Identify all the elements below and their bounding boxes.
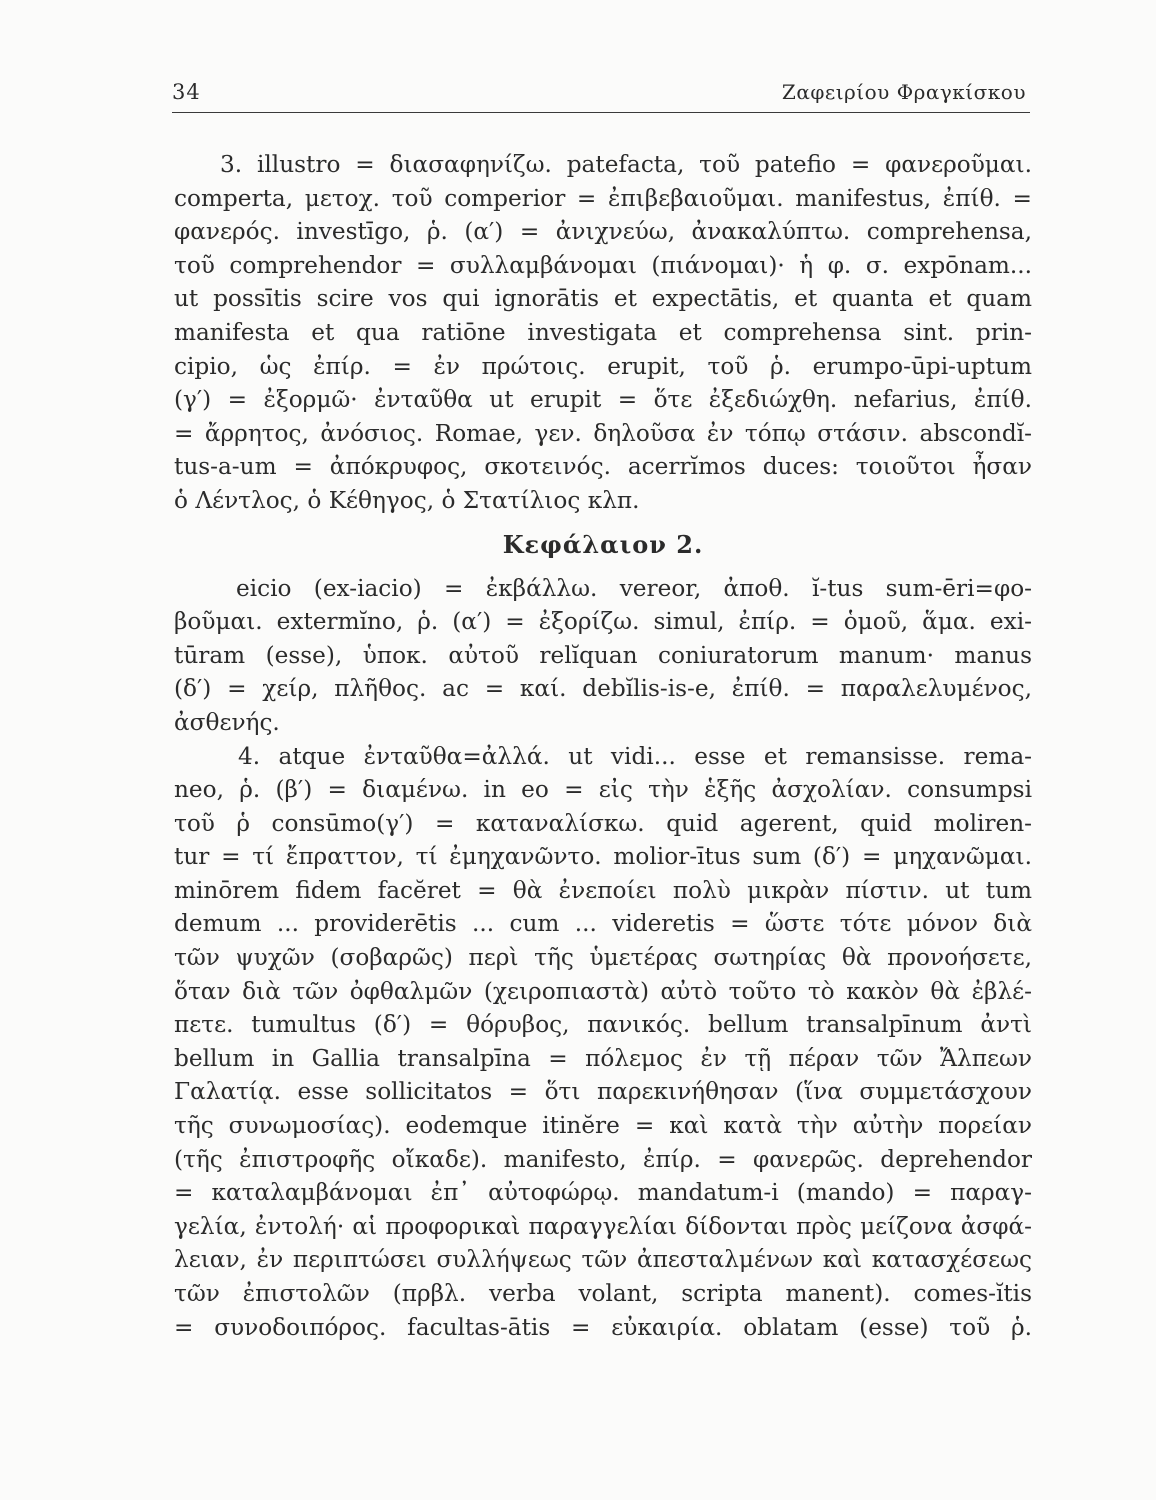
text-line: comperta, μετοχ. τοῦ comperior = ἐπιβεβαιοῦμαι. manifestus, ἐπίθ. =: [174, 184, 1032, 212]
text-line: tur = τί ἔπραττον, τί ἐμηχανῶντο. molior-ītus sum (δ′) = μηχανῶμαι.: [174, 843, 1032, 871]
text-line: λειαν, ἐν περιπτώσει συλλήψεως τῶν ἀπεσταλμένων καὶ κατασχέσεως: [174, 1246, 1032, 1274]
text-line: τῶν ἐπιστολῶν (πρβλ. verba volant, scripta manent). comes-ĭtis: [174, 1280, 1032, 1307]
paragraph-4: [174, 740, 1032, 1345]
text-line: = καταλαμβάνομαι ἐπ᾽ αὐτοφώρῳ. mandatum-i (mando) = παραγ-: [174, 1179, 1032, 1207]
text-line: τοῦ ῥ consūmo(γ′) = καταναλίσκω. quid agerent, quid moliren-: [174, 809, 1032, 837]
text-line: γελία, ἐντολή· αἱ προφορικαὶ παραγγελίαι δίδονται πρὸς μείζονα ἀσφά-: [174, 1212, 1032, 1240]
page-header: [172, 72, 1030, 113]
paragraph-eicio: [174, 572, 1032, 740]
text-line: ἀσθενής.: [174, 708, 280, 736]
text-line: τοῦ comprehendor = συλλαμβάνομαι (πιάνομαι)· ἡ φ. σ. expōnam...: [174, 251, 1032, 279]
body-text: [174, 148, 1032, 1344]
text-line: ὅταν διὰ τῶν ὀφθαλμῶν (χειροπιαστὰ) αὐτὸ τοῦτο τὸ κακὸν θὰ ἐβλέ-: [174, 977, 1032, 1005]
text-line: (τῆς ἐπιστροφῆς οἴκαδε). manifesto, ἐπίρ. = φανερῶς. deprehendor: [174, 1145, 1032, 1173]
text-line: = ἄρρητος, ἀνόσιος. Romae, γεν. δηλοῦσα ἐν τόπῳ στάσιν. abscondĭ-: [174, 419, 1032, 447]
page-number: 34: [172, 80, 201, 104]
text-line: ὁ Λέντλος, ὁ Κέθηγος, ὁ Στατίλιος κλπ.: [174, 486, 640, 514]
text-line: tus-a-um = ἀπόκρυφος, σκοτεινός. acerrĭmos duces: τοιοῦτοι ἦσαν: [174, 453, 1032, 481]
text-line: bellum in Gallia transalpīna = πόλεμος ἐν τῇ πέραν τῶν Ἄλπεων: [174, 1044, 1032, 1072]
chapter-heading: Κεφάλαιον 2.: [502, 529, 704, 559]
text-line: τῆς συνωμοσίας). eodemque itinĕre = καὶ κατὰ τὴν αὐτὴν πορείαν: [174, 1112, 1032, 1140]
running-head: Ζαφειρίου Φραγκίσκου: [781, 80, 1026, 104]
text-line: demum ... providerētis ... cum ... videretis = ὥστε τότε μόνον διὰ: [174, 910, 1032, 938]
text-line: = συνοδοιπόρος. facultas-ātis = εὐκαιρία. oblatam (esse) τοῦ ῥ.: [174, 1313, 1032, 1341]
text-line: φανερός. investīgo, ῥ. (α′) = ἀνιχνεύω, ἀνακαλύπτω. comprehensa,: [174, 218, 1032, 246]
text-line: minōrem fidem facĕret = θὰ ἐνεποίει πολὺ μικρὰν πίστιν. ut tum: [174, 876, 1032, 904]
text-line: neo, ῥ. (β′) = διαμένω. in eo = εἰς τὴν ἑξῆς ἀσχολίαν. consumpsi: [174, 776, 1032, 804]
text-line: tūram (esse), ὑποκ. αὐτοῦ relĭquan coniuratorum manum· manus: [174, 641, 1032, 669]
paragraph-3: [174, 148, 1032, 518]
text-line: (γ′) = ἐξορμῶ· ἐνταῦθα ut erupit = ὅτε ἐξεδιώχθη. nefarius, ἐπίθ.: [174, 386, 1032, 414]
text-line: πετε. tumultus (δ′) = θόρυβος, πανικός. bellum transalpīnum ἀντὶ: [174, 1011, 1032, 1039]
text-line: eicio (ex-iacio) = ἐκβάλλω. vereor, ἀποθ. ĭ-tus sum-ēri=φο-: [236, 574, 1032, 602]
text-line: (δ′) = χείρ, πλῆθος. ac = καί. debĭlis-is-e, ἐπίθ. = παραλελυμένος,: [174, 675, 1032, 703]
text-line: manifesta et qua ratiōne investigata et comprehensa sint. prin-: [174, 318, 1032, 346]
text-line: ut possītis scire vos qui ignorātis et expectātis, et quanta et quam: [174, 285, 1032, 313]
text-line: τῶν ψυχῶν (σοβαρῶς) περὶ τῆς ὑμετέρας σωτηρίας θὰ προνοήσετε,: [174, 944, 1032, 972]
text-line: cipio, ὡς ἐπίρ. = ἐν πρώτοις. erupit, τοῦ ῥ. erumpo-ūpi-uptum: [174, 352, 1032, 380]
text-line: βοῦμαι. extermĭno, ῥ. (α′) = ἐξορίζω. simul, ἐπίρ. = ὁμοῦ, ἅμα. exi-: [174, 608, 1032, 636]
text-line: 4. atque ἐνταῦθα=ἀλλά. ut vidi... esse et remansisse. rema-: [238, 742, 1032, 770]
text-line: Γαλατίᾳ. esse sollicitatos = ὅτι παρεκινήθησαν (ἵνα συμμετάσχουν: [174, 1078, 1032, 1106]
text-line: 3. illustro = διασαφηνίζω. patefacta, τοῦ patefio = φανεροῦμαι.: [220, 151, 1032, 178]
